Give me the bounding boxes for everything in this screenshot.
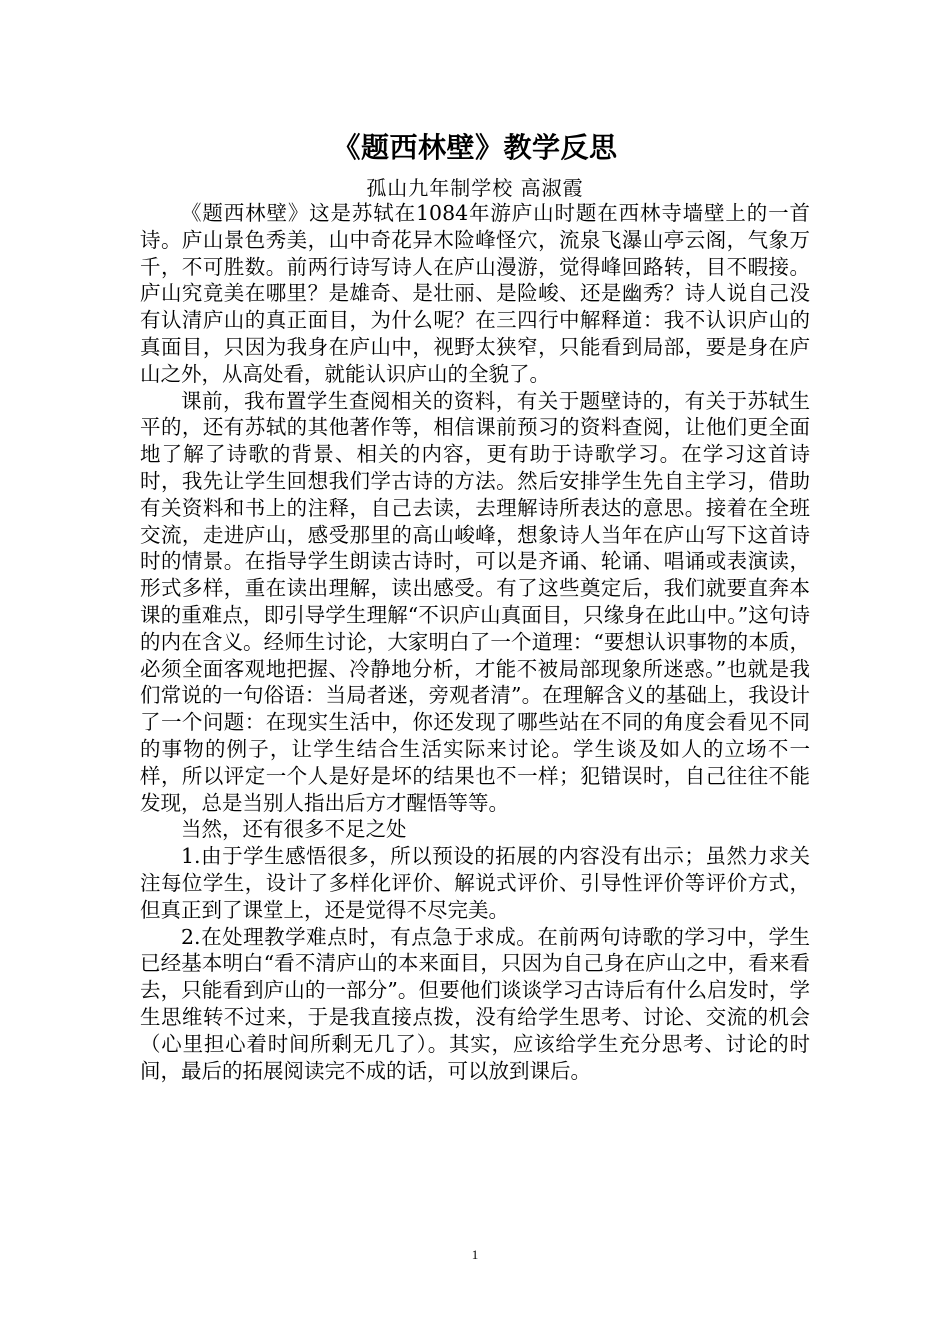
paragraph-shortcomings-heading: 当然，还有很多不足之处 (181, 817, 407, 842)
paragraph-lesson-process: 课前，我布置学生查阅相关的资料，有关于题壁诗的，有关于苏轼生平的，还有苏轼的其他著作等，相信课前预习的资料查阅，让他们更全面地了解了诗歌的背景、相关的内容，更有助于诗歌学习。在学习这首诗时，我先让学生回想我们学古诗的方法。然后安排学生先自主学习，借助有关资料和书上的注释，自己去读，去理解诗所表达的意思。接着在全班交流，走进庐山，感受那里的高山峻峰，想象诗人当年在庐山写下这首诗时的情景。在指导学生朗读古诗时，可以是齐诵、轮诵、唱诵或表演读，形式多样，重在读出理解，读出感受。有了这些奠定后，我们就要直奔本课的重难点，即引导学生理解“不识庐山真面目，只缘身在此山中。”这句诗的内在含义。经师生讨论，大家明白了一个道理：“要想认识事物的本质，必须全面客观地把握、冷静地分析，才能不被局部现象所迷惑。”也就是我们常说的一句俗语：当局者迷，旁观者清”。在理解含义的基础上，我设计了一个问题：在现实生活中，你还发现了哪些站在不同的角度会看见不同的事物的例子，让学生结合生活实际来讨论。学生谈及如人的立场不一样，所以评定一个人是好是坏的结果也不一样；犯错误时，自己往往不能发现，总是当别人指出后方才醒悟等等。 (140, 388, 810, 815)
paragraph-intro: 《题西林壁》这是苏轼在1084年游庐山时题在西林寺墙壁上的一首诗。庐山景色秀美，山中奇花异木险峰怪穴，流泉飞瀑山亭云阁，气象万千，不可胜数。前两行诗写诗人在庐山漫游，觉得峰回路转，目不暇接。庐山究竟美在哪里？是雄奇、是壮丽、是险峻、还是幽秀？诗人说自己没有认清庐山的真正面目，为什么呢？在三四行中解释道：我不认识庐山的真面目，只因为我身在庐山中，视野太狭窄，只能看到局部，要是身在庐山之外，从高处看，就能认识庐山的全貌了。 (140, 201, 810, 386)
author-line: 孤山九年制学校 高淑霞 (366, 176, 584, 200)
paragraph-shortcoming-1: 1.由于学生感悟很多，所以预设的拓展的内容没有出示；虽然力求关注每位学生，设计了多样化评价、解说式评价、引导性评价等评价方式，但真正到了课堂上，还是觉得不尽完美。 (140, 844, 810, 922)
document-body (140, 200, 810, 1084)
document-title: 《题西林壁》教学反思 (332, 131, 618, 164)
page-number: 1 (471, 1247, 479, 1262)
paragraph-shortcoming-2: 2.在处理教学难点时，有点急于求成。在前两句诗歌的学习中，学生已经基本明白“看不清庐山的本来面目，只因为自己身在庐山之中，看来看去，只能看到庐山的一部分”。但要他们谈谈学习古诗后有什么启发时，学生思维转不过来，于是我直接点拨，没有给学生思考、讨论、交流的机会（心里担心着时间所剩无几了）。其实，应该给学生充分思考、讨论的时间，最后的拓展阅读完不成的话，可以放到课后。 (140, 924, 810, 1083)
